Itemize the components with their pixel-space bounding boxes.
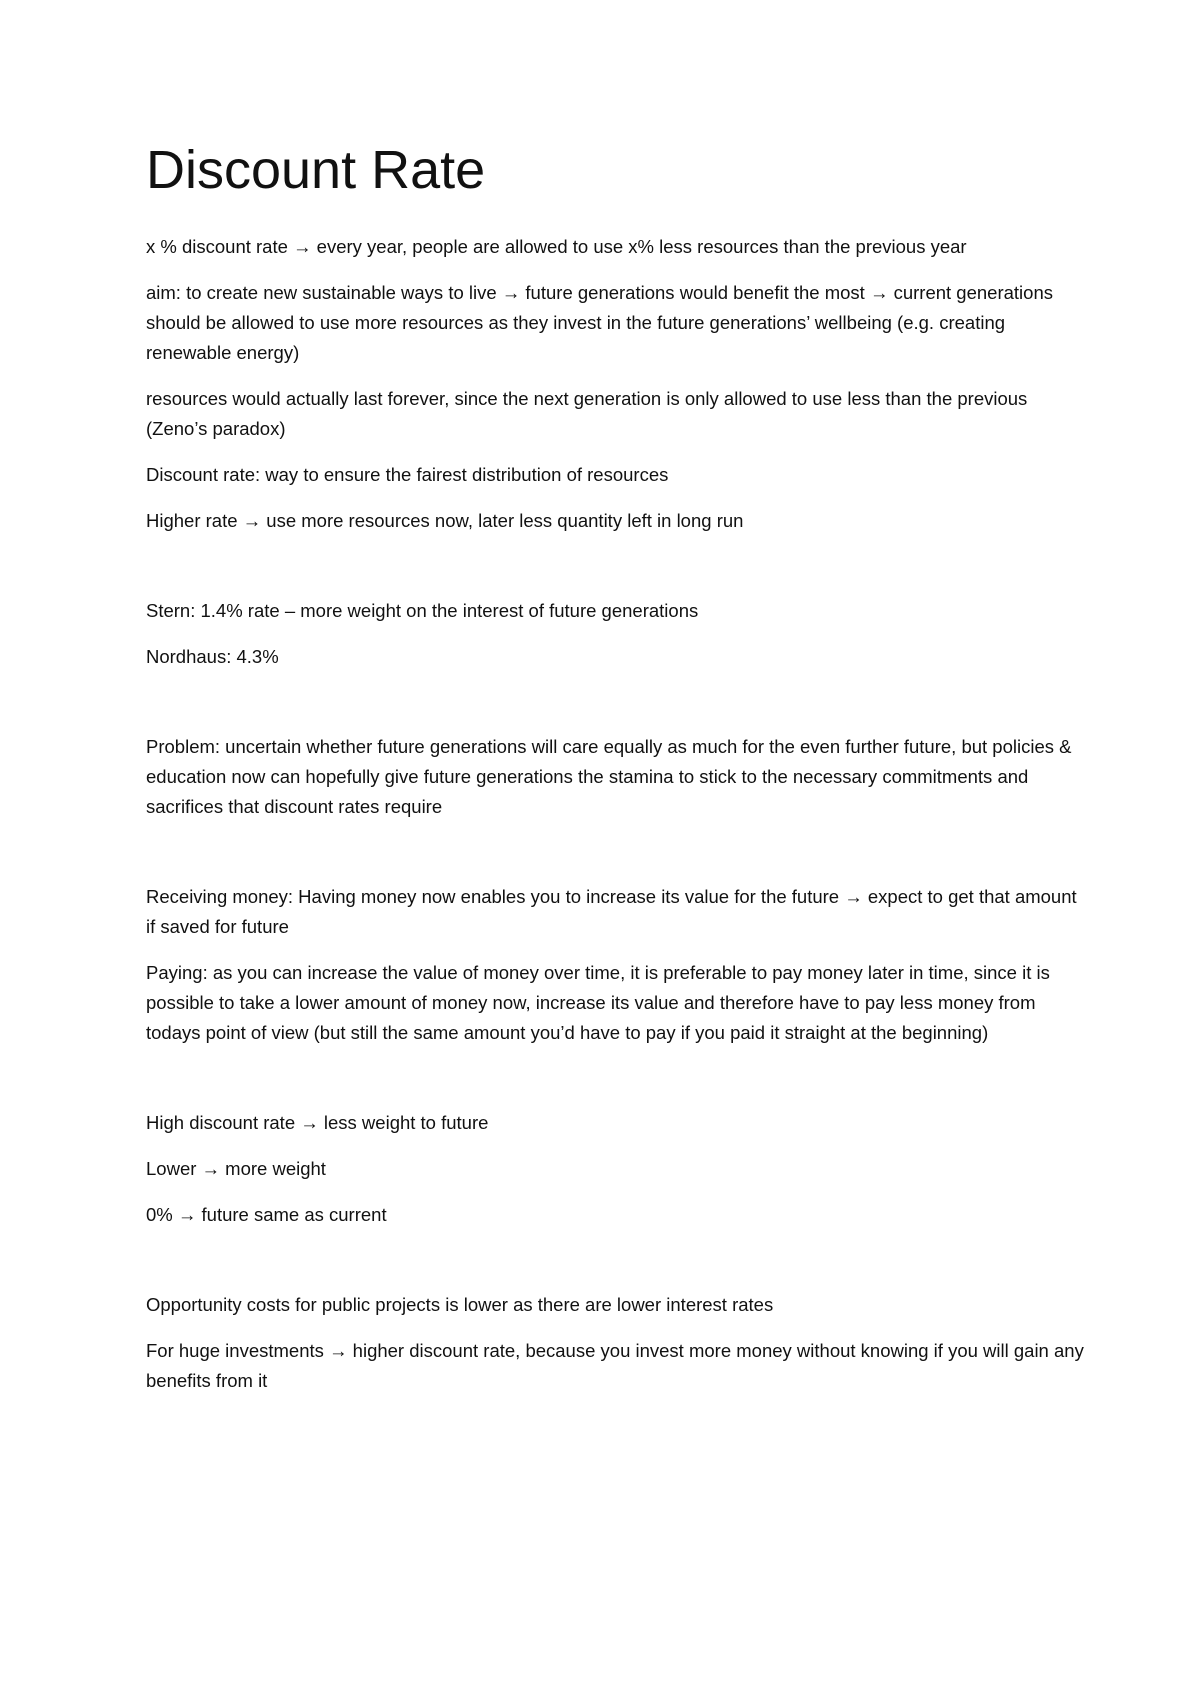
paragraph-aim: aim: to create new sustainable ways to live → future generations would benefit the most → current generations should be allowed to use more resources as they invest in the future generations’ wellbeing (e.g. creating renewable energy) xyxy=(146,282,1053,363)
spacer xyxy=(146,1064,1086,1108)
paragraph-stern: Stern: 1.4% rate – more weight on the interest of future generations xyxy=(146,600,699,621)
paragraph-huge-investments: For huge investments → higher discount rate, because you invest more money without knowing if you will gain any benefits from it xyxy=(146,1340,1084,1391)
document-title: Discount Rate xyxy=(146,140,486,200)
document-content xyxy=(146,138,1086,1412)
paragraph-nordhaus: Nordhaus: 4.3% xyxy=(146,646,279,667)
paragraph-fairest-distribution: Discount rate: way to ensure the fairest distribution of resources xyxy=(146,464,669,485)
spacer xyxy=(146,1246,1086,1290)
paragraph-opportunity-costs: Opportunity costs for public projects is lower as there are lower interest rates xyxy=(146,1294,774,1315)
paragraph-discount-definition: x % discount rate → every year, people are allowed to use x% less resources than the previous year xyxy=(146,236,967,257)
spacer xyxy=(146,688,1086,732)
spacer xyxy=(146,552,1086,596)
paragraph-receiving-money: Receiving money: Having money now enables you to increase its value for the future → expect to get that amount if saved for future xyxy=(146,886,1077,937)
paragraph-problem: Problem: uncertain whether future generations will care equally as much for the even further future, but policies & education now can hopefully give future generations the stamina to stick to the necessary commitments and sacrifices that discount rates require xyxy=(146,736,1072,817)
paragraph-high-discount: High discount rate → less weight to future xyxy=(146,1112,489,1133)
paragraph-zero-percent: 0% → future same as current xyxy=(146,1204,387,1225)
paragraph-paying: Paying: as you can increase the value of money over time, it is preferable to pay money later in time, since it is possible to take a lower amount of money now, increase its value and therefore have to pay less money from todays point of view (but still the same amount you’d have to pay if you paid it straight at the beginning) xyxy=(146,962,1050,1043)
paragraph-lower: Lower → more weight xyxy=(146,1158,326,1179)
paragraph-higher-rate: Higher rate → use more resources now, later less quantity left in long run xyxy=(146,510,744,531)
spacer xyxy=(146,838,1086,882)
paragraph-resources-forever: resources would actually last forever, since the next generation is only allowed to use less than the previous (Zeno’s paradox) xyxy=(146,388,1028,439)
